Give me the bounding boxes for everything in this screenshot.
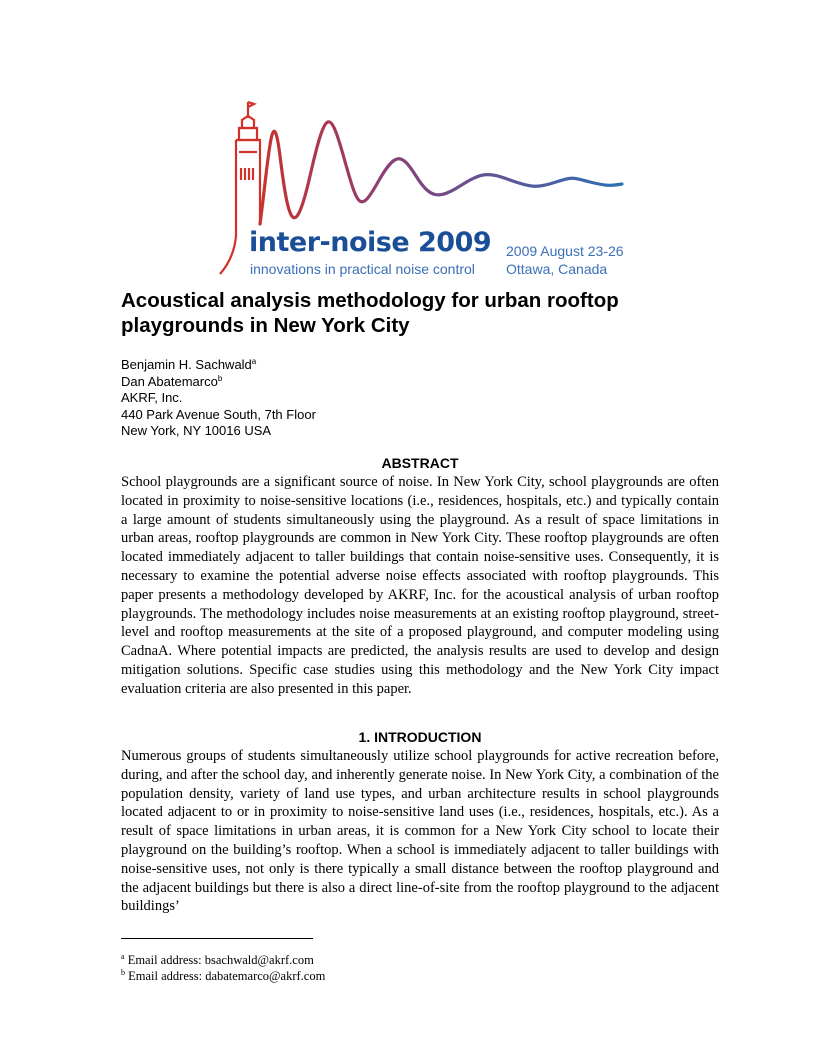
author-footnote-mark: a — [251, 357, 257, 366]
affiliation-line: New York, NY 10016 USA — [121, 423, 272, 438]
footnote-text: Email address: bsachwald@akrf.com — [127, 953, 314, 967]
author-2 — [121, 374, 316, 391]
footnotes — [121, 952, 325, 984]
footnote — [121, 952, 325, 968]
conference-date: 2009 August 23-26 — [506, 243, 624, 259]
footnote-mark: b — [121, 968, 125, 977]
conference-location: Ottawa, Canada — [506, 261, 608, 277]
author-block — [121, 357, 316, 440]
section-heading-introduction: 1. INTRODUCTION — [358, 729, 482, 745]
author-footnote-mark: b — [217, 373, 223, 383]
sound-wave-icon — [260, 122, 622, 224]
footnote-mark: a — [121, 952, 125, 961]
conference-tagline: innovations in practical noise control — [250, 261, 475, 277]
affiliation-line: 440 Park Avenue South, 7th Floor — [121, 406, 316, 422]
author-name: Dan Abatemarco — [121, 373, 218, 389]
author-name: Benjamin H. Sachwald — [121, 357, 252, 372]
footnote-divider — [121, 938, 313, 939]
abstract-text: School playgrounds are a significant source of noise. In New York City, school playgrounds are often located in proximity to noise-sensitive locations (i.e., residences, hospitals, etc.) and typically contain a large amount of students simultaneously using the playground. As a result of space limitations in urban areas, rooftop playgrounds are common in New York City. These rooftop playgrounds are often located immediately adjacent to taller buildings that contain noise-sensitive uses. Consequently, it is necessary to examine the potential adverse noise effects associated with rooftop playgrounds. This paper presents a methodology developed by AKRF, Inc. for the acoustical analysis of urban rooftop playgrounds. The methodology includes noise measurements at an existing rooftop playground, street-level and rooftop measurements at the site of a proposed playground, and computer modeling using CadnaA. Where potential impacts are predicted, the analysis results are used to develop and design mitigation solutions. Specific case studies using this methodology and the New York City impact evaluation criteria are also presented in this paper. — [121, 474, 719, 697]
abstract-heading: ABSTRACT — [381, 455, 459, 471]
paper-title: Acoustical analysis methodology for urban rooftop playgrounds in New York City — [121, 289, 619, 337]
footnote-text: Email address: dabatemarco@akrf.com — [128, 969, 326, 983]
affiliation-line: AKRF, Inc. — [121, 390, 183, 405]
author-1 — [121, 357, 316, 374]
footnote — [121, 968, 325, 984]
introduction-text: Numerous groups of students simultaneously utilize school playgrounds for active recreation before, during, and after the school day, and inherently generate noise. In New York City, a combination of the population density, variety of land use types, and urban architecture results in school playgrounds located adjacent to or in proximity to noise-sensitive land uses (i.e., residences, hospitals, etc.). As a result of space limitations in urban areas, it is common for a New York City school to locate their playground on the building’s rooftop. When a school is immediately adjacent to taller buildings with noise-sensitive uses, not only is there typically a small distance between the rooftop playground and the adjacent buildings but there is also a direct line-of-site from the rooftop playground to the adjacent buildings’ — [121, 748, 719, 915]
conference-name: inter-noise 2009 — [249, 227, 492, 258]
